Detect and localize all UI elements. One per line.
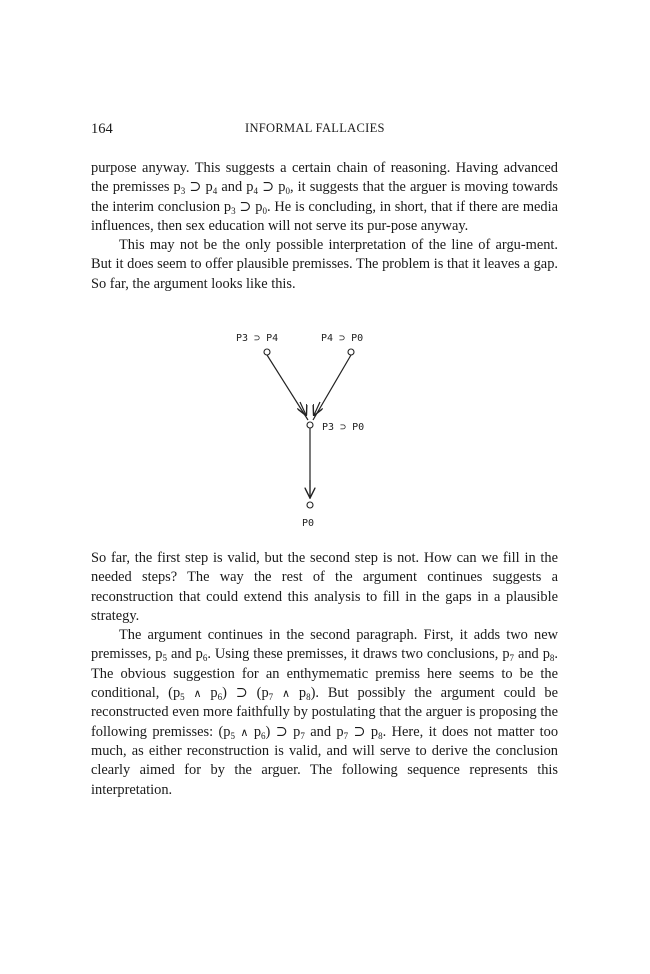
- node-premise-left: [264, 349, 270, 355]
- edge-right-premise: [313, 355, 351, 420]
- edge-left-premise: [267, 355, 308, 420]
- page-number: 164: [91, 121, 113, 137]
- paragraph: The argument continues in the second paragraph. First, it adds two new premisses, $p_5$ and $p_6$. Using these premisses, it draws two conclusions, $p_7$ and $p_8$. The obvious suggestion for an enthymematic premiss here seems to be the conditional, ($p_5$ ∧ $p_6$) ⊃ ($p_7$ ∧ $p_8$). But possibly the argument could be reconstructed even more faithfully by postulating that the arguer is proposing the following premisses: ($p_5$ ∧ $p_6$) ⊃ $p_7$ and $p_7$ ⊃ $p_8$. Here, it does not matter too much, as either reconstruction is valid, and will serve to derive the conclusion clearly aimed for by the arguer. The following sequence represents this interpretation.: [91, 627, 559, 798]
- node-interim: [307, 422, 313, 428]
- paragraph: So far, the first step is valid, but the second step is not. How can we fill in the needed steps? The way the rest of the argument continues suggests a reconstruction that could extend this analysis to fill in the gaps in a plausible strategy.: [91, 550, 558, 624]
- paragraph: purpose anyway. This suggests a certain chain of reasoning. Having advanced the premisses $p_3$ ⊃ $p_4$ and $p_4$ ⊃ $p_0$, it suggests that the arguer is moving towards the interim conclusion $p_3$ ⊃ $p_0$. He is concluding, in short, that if there are media influences, then sex education will not serve its pur-pose anyway.: [91, 160, 558, 234]
- final-conclusion-label: P0: [302, 518, 315, 529]
- interim-conclusion-label: P3 ⊃ P0: [322, 422, 365, 433]
- premise-left-label: P3 ⊃ P4: [236, 333, 279, 344]
- premise-right-label: P4 ⊃ P0: [321, 333, 364, 344]
- running-head: INFORMAL FALLACIES: [245, 121, 385, 135]
- text-block-bottom: [91, 549, 558, 800]
- node-conclusion: [307, 502, 313, 508]
- node-premise-right: [348, 349, 354, 355]
- paragraph: This may not be the only possible interpretation of the line of argu-ment. But it does seem to offer plausible premisses. The problem is that it leaves a gap. So far, the argument looks like this.: [91, 237, 558, 292]
